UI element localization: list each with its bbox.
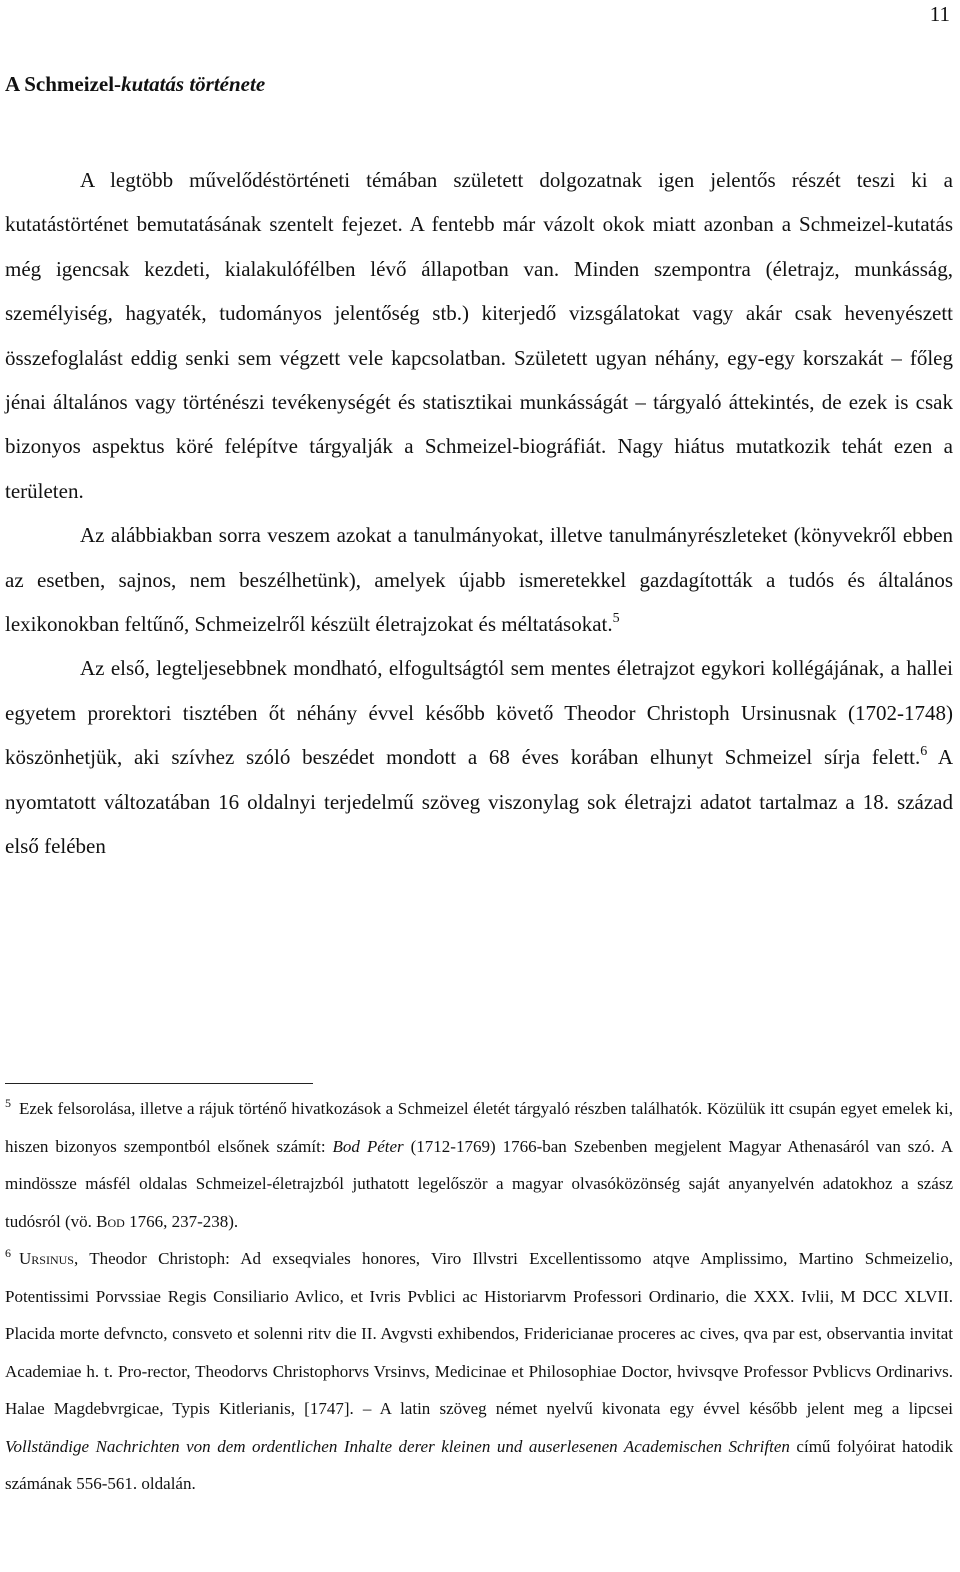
footnote-5-smallcaps: Bod [96,1211,125,1231]
footnote-6-smallcaps: Ursinus [19,1249,74,1268]
footnote-5-italic: Bod Péter [332,1136,404,1156]
footnote-6-number: 6 [5,1246,11,1260]
footnote-5-text-b: (1712-1769) 1766-ban Szebenben megjelent Magyar Athenasáról van szó. A mindössze másfél oldalas Schmeizel-életrajzból juthatott legelőször a magyar olvasóközönség saját anyanyelvén adatokhoz a szász tudósról (vö. [5,1136,954,1231]
paragraph-3-text-a: Az első, legteljesebbnek mondható, elfogultságtól sem mentes életrajzot egykori kollégájának, a hallei egyetem prorektori tisztében őt néhány évvel később követő Theodor Christoph Ursinusnak (1702-1748) köszönhetjük, aki szívhez szóló beszédet mondott a 68 éves korában elhunyt Schmeizel sírja felett. [5,656,953,770]
footnote-6-italic: Vollständige Nachrichten von dem ordentlichen Inhalte derer kleinen und auserlesenen Academischen Schriften [5,1436,790,1456]
footnote-5-number: 5 [5,1096,11,1110]
paragraph-2-text: Az alábbiakban sorra veszem azokat a tanulmányokat, illetve tanulmányrészleteket (könyvekről ebben az esetben, sajnos, nem beszélhetünk), amelyek újabb ismeretekkel gazdagították a tudós és általános lexikonokban feltűnő, Schmeizelről készült életrajzokat és méltatásokat. [5,523,953,637]
body-text [5,158,953,869]
paragraph-3-text-b: A nyomtatott változatában 16 oldalnyi terjedelmű szöveg viszonylag sok életrajzi adatot tartalmaz a 18. század első felében [5,745,954,859]
paragraph-3 [5,646,953,868]
footnote-5-text-c: 1766, 237-238). [124,1211,239,1231]
page-number: 11 [929,2,950,26]
footnote-5-text-a: Ezek felsorolása, illetve a rájuk történő hivatkozások a Schmeizel életét tárgyaló részben találhatók. Közülük itt csupán egyet emelek ki, hiszen bizonyos szempontból elsőnek számít: [5,1099,953,1156]
paragraph-2 [5,513,953,646]
footnotes [5,1090,953,1503]
footnote-6-text-a: , Theodor Christoph: Ad exseqviales honores, Viro Illvstri Excellentissomo atqve Amplissimo, Martino Schmeizelio, Potentissimi Porvssiae Regis Consiliario Avlico, et Ivris Pvblici ac Historiarvm Professori Ordinario, die XXX. Ivlii, M DCC XLVII. Placida morte defvncto, consveto et solenni ritv die II. Avgvsti exhibendos, Fridericianae proceres ac cives, qva par est, observantia invitat Academiae h. t. Pro-rector, Theodorvs Christophorvs Vrsinvs, Medicinae et Philosophiae Doctor, hvivsqve Professor Pvblicvs Ordinarivs. Halae Magdebvrgicae, Typis Kitlerianis, [1747]. – A latin szöveg német nyelvű kivonata egy évvel később jelent meg a lipcsei [5,1249,953,1418]
footnote-ref-5[interactable]: 5 [612,611,620,627]
heading-normal-part: A Schmeizel- [5,72,122,96]
footnote-6-text-b: című folyóirat hatodik számának 556-561. oldalán. [5,1436,953,1493]
section-heading [5,72,265,97]
footnote-5 [5,1090,953,1240]
footnote-separator [5,1083,313,1084]
heading-italic-part: kutatás története [121,72,266,96]
paragraph-1: A legtöbb művelődéstörténeti témában született dolgozatnak igen jelentős részét teszi ki a kutatástörténet bemutatásának szentelt fejezet. A fentebb már vázolt okok miatt azonban a Schmeizel-kutatás még igencsak kezdeti, kialakulófélben lévő állapotban van. Minden szempontra (életrajz, munkásság, személyiség, hagyaték, tudományos jelentőség stb.) kiterjedő vizsgálatokat vagy akár csak hevenyészett összefoglalást eddig senki sem végzett vele kapcsolatban. Született ugyan néhány, egy-egy korszakát – főleg jénai általános vagy történészi tevékenységét és statisztikai munkásságát – tárgyaló áttekintés, de ezek is csak bizonyos aspektus köré felépítve tárgyalják a Schmeizel-biográfiát. Nagy hiátus mutatkozik tehát ezen a területen. [5,168,953,503]
footnote-6 [5,1240,953,1503]
footnote-ref-6[interactable]: 6 [920,744,928,760]
